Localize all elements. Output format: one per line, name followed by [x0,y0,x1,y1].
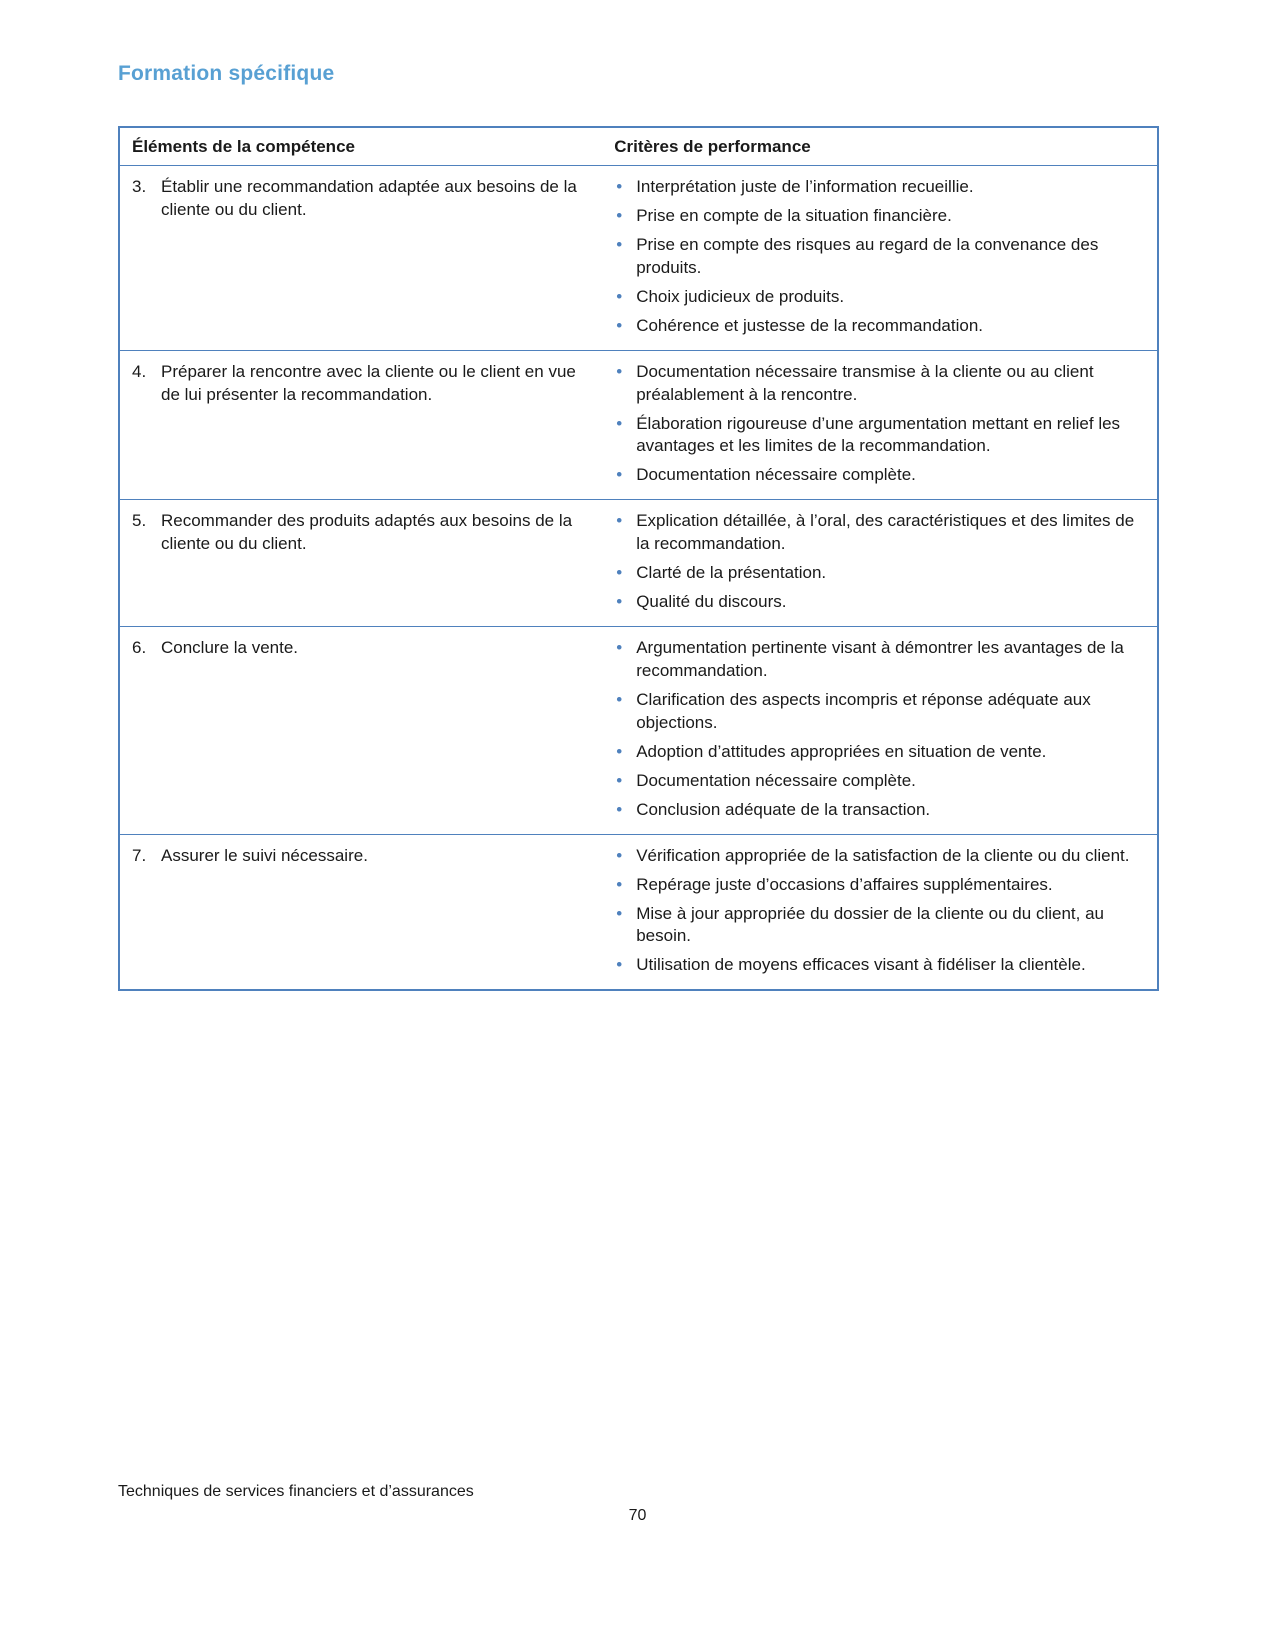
criteria-cell [602,166,1157,350]
criterion-text: Élaboration rigoureuse d’une argumentation mettant en relief les avantages et les limites de la recommandation. [636,413,1121,456]
criteria-cell [602,351,1157,500]
element-cell [120,500,602,626]
bullet-icon: • [616,799,623,819]
criterion-item [602,770,1143,793]
table-row [120,835,1157,990]
element-number: 7. [132,845,147,865]
criterion-item [602,799,1143,822]
criterion-text: Argumentation pertinente visant à démontrer les avantages de la recommandation. [636,638,1124,680]
bullet-icon: • [616,315,623,335]
table-header-elements: Éléments de la compétence [132,137,355,156]
criterion-item [602,741,1143,764]
bullet-icon: • [616,511,623,531]
bullet-icon: • [616,770,623,790]
bullet-icon: • [616,361,623,381]
element-cell [120,835,602,990]
criterion-text: Documentation nécessaire transmise à la cliente ou au client préalablement à la rencontre. [636,361,1094,404]
criterion-item [602,205,1143,228]
element-cell [120,166,602,350]
criterion-item [602,562,1143,585]
criterion-text: Qualité du discours. [636,592,787,612]
element-number: 3. [132,177,147,196]
competency-table [118,126,1159,991]
bullet-icon: • [616,638,623,658]
bullet-icon: • [616,205,623,225]
section-title: Formation spécifique [118,62,335,85]
criterion-item [602,315,1143,338]
criterion-item [602,637,1143,683]
criteria-list [602,176,1143,338]
table-row [120,627,1157,835]
element-text: Recommander des produits adaptés aux besoins de la cliente ou du client. [161,511,573,554]
criterion-item [602,176,1143,199]
criterion-item [602,903,1143,949]
criterion-text: Mise à jour appropriée du dossier de la cliente ou du client, au besoin. [636,903,1104,946]
criterion-item [602,954,1143,977]
criterion-item [602,874,1143,897]
criterion-text: Vérification appropriée de la satisfaction de la cliente ou du client. [636,845,1130,865]
criterion-text: Clarté de la présentation. [636,563,827,583]
criterion-item [602,234,1143,280]
criterion-item [602,286,1143,309]
criterion-text: Interprétation juste de l’information recueillie. [636,177,974,196]
bullet-icon: • [616,177,623,196]
table-row [120,500,1157,627]
element-cell [120,627,602,834]
table-body [120,166,1157,989]
criterion-text: Conclusion adéquate de la transaction. [636,799,931,819]
bullet-icon: • [616,903,623,923]
criteria-cell [602,627,1157,834]
criterion-text: Documentation nécessaire complète. [636,770,916,790]
element-text: Établir une recommandation adaptée aux besoins de la cliente ou du client. [161,177,577,219]
bullet-icon: • [616,234,623,254]
criteria-list [602,510,1143,614]
criteria-list [602,361,1143,488]
footer-document-title: Techniques de services financiers et d’assurances [118,1483,474,1500]
bullet-icon: • [616,845,623,865]
criteria-list [602,637,1143,822]
element-text: Assurer le suivi nécessaire. [161,845,368,865]
element-number: 6. [132,638,147,658]
criterion-text: Cohérence et justesse de la recommandation. [636,315,984,335]
table-header-row [120,128,1157,166]
criterion-text: Clarification des aspects incompris et réponse adéquate aux objections. [636,689,1091,732]
element-text: Conclure la vente. [161,638,299,658]
criterion-item [602,591,1143,614]
bullet-icon: • [616,465,623,485]
criterion-item [602,413,1143,459]
bullet-icon: • [616,874,623,894]
bullet-icon: • [616,741,623,761]
criteria-cell [602,500,1157,626]
criterion-text: Documentation nécessaire complète. [636,465,916,485]
page-number: 70 [628,1507,647,1524]
criterion-item [602,464,1143,487]
element-number: 4. [132,361,147,381]
criteria-cell [602,835,1157,990]
bullet-icon: • [616,955,623,975]
bullet-icon: • [616,689,623,709]
bullet-icon: • [616,286,623,306]
table-header-criteria: Critères de performance [614,137,811,156]
criterion-text: Adoption d’attitudes appropriées en situation de vente. [636,741,1047,761]
criterion-item [602,510,1143,556]
criterion-text: Utilisation de moyens efficaces visant à fidéliser la clientèle. [636,955,1086,975]
table-row [120,351,1157,501]
table-row [120,166,1157,351]
element-number: 5. [132,511,147,531]
element-text: Préparer la rencontre avec la cliente ou le client en vue de lui présenter la recommandation. [161,361,576,404]
bullet-icon: • [616,413,623,433]
criterion-item [602,361,1143,407]
criterion-item [602,845,1143,868]
criterion-text: Explication détaillée, à l’oral, des caractéristiques et des limites de la recommandation. [636,511,1135,554]
element-cell [120,351,602,500]
criterion-text: Prise en compte des risques au regard de la convenance des produits. [636,234,1099,277]
criterion-text: Repérage juste d’occasions d’affaires supplémentaires. [636,874,1053,894]
criteria-list [602,845,1143,978]
bullet-icon: • [616,592,623,612]
criterion-item [602,689,1143,735]
criterion-text: Prise en compte de la situation financière. [636,205,952,225]
bullet-icon: • [616,563,623,583]
criterion-text: Choix judicieux de produits. [636,286,845,306]
